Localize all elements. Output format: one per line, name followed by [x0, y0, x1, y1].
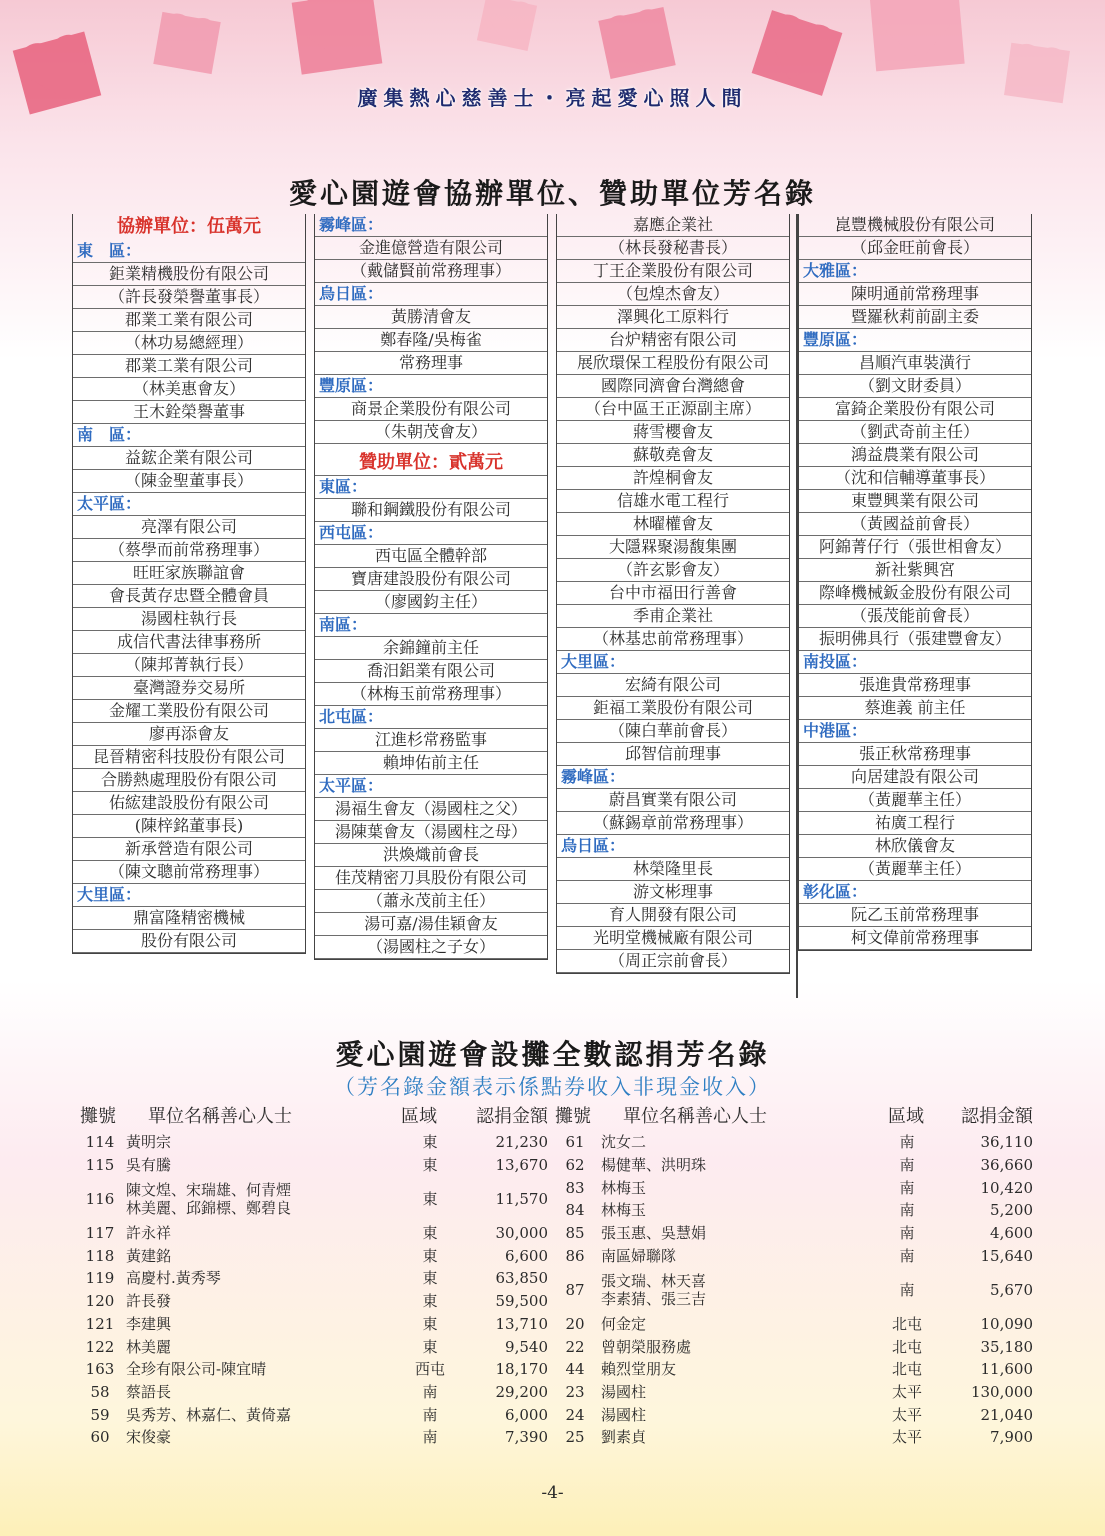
donation-rows: [555, 1131, 1033, 1449]
donation-row: [555, 1358, 1033, 1381]
sponsor-entry: 宏綺有限公司: [557, 674, 789, 697]
amount: 18,170: [495, 1360, 548, 1379]
area: 太平: [891, 1428, 922, 1447]
sponsor-entry: （蘇錫章前常務理事）: [557, 812, 789, 835]
sponsor-entry: 黃勝清會友: [315, 306, 547, 329]
sponsor-column-3: [556, 214, 790, 974]
sponsor-entry: （許玄影會友）: [557, 559, 789, 582]
header-no: 攤號: [80, 1106, 116, 1127]
sponsor-entry: 林榮隆里長: [557, 858, 789, 881]
sponsor-entry: 成信代書法律事務所: [73, 631, 305, 654]
sponsor-entry: （陳邦菁執行長）: [73, 654, 305, 677]
booth-number: 44: [565, 1360, 585, 1379]
sponsor-entry: （陳白華前會長）: [557, 720, 789, 743]
area: 北屯: [891, 1337, 922, 1356]
donor-name: 林梅玉: [601, 1201, 647, 1220]
amount: 11,570: [495, 1190, 548, 1209]
sponsor-entry: 國際同濟會台灣總會: [557, 375, 789, 398]
sponsor-entry: 洪煥熾前會長: [315, 844, 547, 867]
donor-name: 湯國柱: [601, 1405, 647, 1424]
booth-number: 62: [565, 1156, 585, 1175]
donor-name: 張玉惠、吳慧娟: [601, 1224, 707, 1243]
area: 太平: [891, 1405, 922, 1424]
sponsor-entry: 向居建設有限公司: [799, 766, 1031, 789]
sponsor-entry: 郡業工業有限公司: [73, 309, 305, 332]
sponsor-entry: （朱朝茂會友）: [315, 421, 547, 444]
area: 南: [899, 1280, 915, 1299]
area: 東: [422, 1292, 438, 1311]
booth-number: 114: [85, 1133, 115, 1152]
region-label: 烏日區：: [557, 835, 789, 858]
booth-number: 119: [85, 1269, 115, 1288]
amount: 7,390: [505, 1428, 548, 1447]
region-label: 大里區：: [557, 651, 789, 674]
donation-row: [80, 1244, 548, 1267]
donor-name-line: 林美麗、邱錦標、鄭碧良: [126, 1199, 292, 1218]
donation-row: [555, 1244, 1033, 1267]
region-label: 南 區：: [73, 424, 305, 447]
sponsor-entry: 蔣雪櫻會友: [557, 421, 789, 444]
sponsor-entry: 旺旺家族聯誼會: [73, 562, 305, 585]
amount: 15,640: [980, 1246, 1033, 1265]
sponsor-entry: 金耀工業股份有限公司: [73, 700, 305, 723]
booth-number: 61: [565, 1133, 585, 1152]
region-label: 大雅區：: [799, 260, 1031, 283]
amount: 13,670: [495, 1156, 548, 1175]
booth-number: 87: [565, 1280, 585, 1299]
sponsor-entry: 張進貴常務理事: [799, 674, 1031, 697]
donor-name: 宋俊豪: [126, 1428, 172, 1447]
donor-name: 林美麗: [126, 1337, 172, 1356]
amount: 21,040: [980, 1405, 1033, 1424]
sponsor-entry: （劉文財委員）: [799, 375, 1031, 398]
sponsor-entry: 阿錦菁仔行（張世相會友）: [799, 536, 1031, 559]
area: 南: [899, 1224, 915, 1243]
sponsor-entry: 大隱槑聚湯馥集團: [557, 536, 789, 559]
region-label: 南區：: [315, 614, 547, 637]
slogan: 廣集熱心慈善士・亮起愛心照人間: [357, 86, 748, 110]
heart-decoration: [153, 12, 220, 74]
sponsor-entry: 昆晉精密科技股份有限公司: [73, 746, 305, 769]
booth-number: 116: [85, 1190, 115, 1209]
sponsor-entry: 柯文偉前常務理事: [799, 927, 1031, 950]
sponsor-entry: 台炉精密有限公司: [557, 329, 789, 352]
sponsor-entry: 澤興化工原料行: [557, 306, 789, 329]
sponsor-entry: 嘉應企業社: [557, 214, 789, 237]
sponsor-entry: 益鋐企業有限公司: [73, 447, 305, 470]
donor-name: 南區婦聯隊: [601, 1246, 677, 1265]
region-label: 東 區：: [73, 240, 305, 263]
donations-subtitle: （芳名錄金額表示係點券收入非現金收入）: [334, 1075, 771, 1099]
heart-decoration: [292, 0, 383, 75]
donation-row: [80, 1131, 548, 1154]
sponsor-entry: 鉅業精機股份有限公司: [73, 263, 305, 286]
region-label: 北屯區：: [315, 706, 547, 729]
sponsor-entry: 佳茂精密刀具股份有限公司: [315, 867, 547, 890]
booth-number: 84: [565, 1201, 585, 1220]
amount: 13,710: [495, 1314, 548, 1333]
area: 東: [422, 1314, 438, 1333]
sponsor-entry: 游文彬理事: [557, 881, 789, 904]
amount: 5,200: [990, 1201, 1033, 1220]
area: 北屯: [891, 1314, 922, 1333]
sponsor-entry: 鴻益農業有限公司: [799, 444, 1031, 467]
sponsor-entry: （蔡學而前常務理事）: [73, 539, 305, 562]
amount: 10,420: [980, 1178, 1033, 1197]
sponsor-entry: 湯可嘉/湯佳穎會友: [315, 913, 547, 936]
heart-decoration: [598, 7, 675, 79]
booth-number: 163: [85, 1360, 115, 1379]
heart-decoration: [477, 0, 537, 51]
sponsor-entry: 陳明通前常務理事: [799, 283, 1031, 306]
region-label: 彰化區：: [799, 881, 1031, 904]
donation-row: [555, 1313, 1033, 1336]
sponsor-entry: （廖國鈞主任）: [315, 591, 547, 614]
sponsor-entry: 商景企業股份有限公司: [315, 398, 547, 421]
donor-name: 高慶村.黃秀琴: [126, 1269, 221, 1288]
amount: 11,600: [980, 1360, 1033, 1379]
amount: 35,180: [980, 1337, 1033, 1356]
donation-row: [555, 1154, 1033, 1177]
donor-name: 許長發: [126, 1292, 172, 1311]
sponsor-entry: (陳梓銘董事長): [73, 815, 305, 838]
booth-number: 85: [565, 1224, 585, 1243]
sponsor-entry: （戴儲賢前常務理事）: [315, 260, 547, 283]
donation-row: [80, 1222, 548, 1245]
donation-rows: [80, 1131, 548, 1449]
sponsor-entry: 鉅福工業股份有限公司: [557, 697, 789, 720]
sponsor-entry: （林梅玉前常務理事）: [315, 683, 547, 706]
sponsor-entry: （湯國柱之子女）: [315, 936, 547, 959]
sponsor-entry: 丁王企業股份有限公司: [557, 260, 789, 283]
sponsor-column-4: [798, 214, 1032, 951]
donation-row: [555, 1222, 1033, 1245]
sponsor-entry: （邱金旺前會長）: [799, 237, 1031, 260]
donor-name-line: 李素猜、張三吉: [601, 1289, 707, 1308]
area: 南: [422, 1405, 438, 1424]
donation-row: [555, 1381, 1033, 1404]
sponsor-entry: （包煌杰會友）: [557, 283, 789, 306]
donor-name: 賴烈堂朋友: [601, 1360, 677, 1379]
sponsor-entry: 新社紫興宮: [799, 559, 1031, 582]
sponsor-entry: 廖再添會友: [73, 723, 305, 746]
booth-number: 83: [565, 1178, 585, 1197]
sponsor-entry: （許長發榮譽董事長）: [73, 286, 305, 309]
donor-name: 湯國柱: [601, 1382, 647, 1401]
donation-row: [555, 1131, 1033, 1154]
header-amount: 認捐金額: [961, 1106, 1033, 1127]
sponsor-entry: （周正宗前會長）: [557, 950, 789, 973]
sponsor-entry: 郡業工業有限公司: [73, 355, 305, 378]
amount: 130,000: [970, 1382, 1033, 1401]
sponsors-title: 愛心園遊會協辦單位、贊助單位芳名錄: [288, 177, 816, 210]
sponsor-entry: 西屯區全體幹部: [315, 545, 547, 568]
area: 東: [422, 1246, 438, 1265]
amount: 63,850: [495, 1269, 548, 1288]
booth-number: 59: [90, 1405, 110, 1424]
booth-number: 120: [85, 1292, 115, 1311]
sponsor-entry: 台中市福田行善會: [557, 582, 789, 605]
donation-row: [80, 1176, 548, 1221]
sponsor-entry: 東豐興業有限公司: [799, 490, 1031, 513]
sponsor-entry: （陳文聰前常務理事）: [73, 861, 305, 884]
sponsor-entry: 邱智信前理事: [557, 743, 789, 766]
area: 太平: [891, 1382, 922, 1401]
header-area: 區域: [401, 1106, 437, 1127]
donor-name: 許永祥: [126, 1224, 172, 1243]
sponsor-entry: （陳金聖董事長）: [73, 470, 305, 493]
donor-name: 李建興: [126, 1314, 172, 1333]
amount: 9,540: [505, 1337, 548, 1356]
booth-number: 118: [85, 1246, 115, 1265]
area: 東: [422, 1156, 438, 1175]
column-heading: 協辦單位：伍萬元: [117, 216, 261, 237]
amount: 10,090: [980, 1314, 1033, 1333]
donation-row: [555, 1426, 1033, 1449]
sponsor-entry: 合勝熱處理股份有限公司: [73, 769, 305, 792]
header-name: 單位名稱善心人士: [623, 1106, 767, 1127]
sponsor-entry: 際峰機械鈑金股份有限公司: [799, 582, 1031, 605]
area: 東: [422, 1190, 438, 1209]
area: 南: [899, 1201, 915, 1220]
region-label: 中港區：: [799, 720, 1031, 743]
sponsor-entry: （蕭永茂前主任）: [315, 890, 547, 913]
donation-row: [555, 1267, 1033, 1312]
sponsor-entry: 金進億營造有限公司: [315, 237, 547, 260]
column-heading: 贊助單位：貳萬元: [315, 450, 547, 476]
booth-number: 58: [90, 1382, 110, 1401]
sponsor-entry: 蔚昌實業有限公司: [557, 789, 789, 812]
donation-row: [555, 1403, 1033, 1426]
amount: 5,670: [990, 1280, 1033, 1299]
region-label: 東區：: [315, 476, 547, 499]
region-label: 太平區：: [73, 493, 305, 516]
region-label: 大里區：: [73, 884, 305, 907]
amount: 36,110: [980, 1133, 1033, 1152]
sponsor-entry: 賴坤佑前主任: [315, 752, 547, 775]
sponsor-entry: 新承營造有限公司: [73, 838, 305, 861]
sponsor-entry: 喬汨鋁業有限公司: [315, 660, 547, 683]
booth-number: 24: [565, 1405, 585, 1424]
sponsor-entry: （劉武奇前主任）: [799, 421, 1031, 444]
area: 東: [422, 1133, 438, 1152]
sponsor-entry: 展欣環保工程股份有限公司: [557, 352, 789, 375]
header-banner: [0, 0, 1105, 160]
donation-row: [80, 1335, 548, 1358]
donation-row: [80, 1154, 548, 1177]
donation-row: [80, 1403, 548, 1426]
region-label: 太平區：: [315, 775, 547, 798]
donations-table-right: [555, 1103, 1033, 1449]
region-label: 南投區：: [799, 651, 1031, 674]
donor-name: 黃建銘: [126, 1246, 172, 1265]
header-area: 區域: [888, 1106, 924, 1127]
area: 東: [422, 1269, 438, 1288]
sponsor-entry: （林功易總經理）: [73, 332, 305, 355]
donation-row: [80, 1426, 548, 1449]
donation-row: [80, 1381, 548, 1404]
sponsor-entry: 寶唐建設股份有限公司: [315, 568, 547, 591]
donation-row: [555, 1335, 1033, 1358]
donation-row: [80, 1358, 548, 1381]
booth-number: 60: [90, 1428, 110, 1447]
donation-row: [80, 1290, 548, 1313]
sponsor-entry: 余錦鐘前主任: [315, 637, 547, 660]
sponsor-column-1: [72, 214, 306, 954]
sponsor-entry: （林基忠前常務理事）: [557, 628, 789, 651]
sponsor-entry: 信雄水電工程行: [557, 490, 789, 513]
sponsor-entry: （張茂能前會長）: [799, 605, 1031, 628]
area: 南: [899, 1156, 915, 1175]
donor-name: 林梅玉: [601, 1178, 647, 1197]
header-no: 攤號: [555, 1106, 591, 1127]
sponsor-entry: 聯和鋼鐵股份有限公司: [315, 499, 547, 522]
donor-name: 吳秀芳、林嘉仁、黃倚嘉: [126, 1405, 292, 1424]
sponsor-entry: （林長發秘書長）: [557, 237, 789, 260]
donor-name: 劉素貞: [601, 1428, 647, 1447]
sponsor-entry: 常務理事: [315, 352, 547, 375]
amount: 21,230: [495, 1133, 548, 1152]
column-divider: [796, 214, 798, 998]
region-label: 霧峰區：: [315, 214, 547, 237]
booth-number: 20: [565, 1314, 585, 1333]
area: 南: [422, 1382, 438, 1401]
sponsor-entry: 育人開發有限公司: [557, 904, 789, 927]
sponsor-entry: 鼎富隆精密機械: [73, 907, 305, 930]
booth-number: 22: [565, 1337, 585, 1356]
donor-name: 曾朝榮服務處: [601, 1337, 692, 1356]
amount: 7,900: [990, 1428, 1033, 1447]
donation-row: [555, 1199, 1033, 1222]
area: 南: [899, 1246, 915, 1265]
sponsor-entry: （林美惠會友）: [73, 378, 305, 401]
area: 南: [899, 1178, 915, 1197]
sponsor-entry: （黃國益前會長）: [799, 513, 1031, 536]
booth-number: 86: [565, 1246, 585, 1265]
area: 西屯: [414, 1360, 445, 1379]
area: 南: [899, 1133, 915, 1152]
sponsor-entry: 季甫企業社: [557, 605, 789, 628]
sponsor-entry: 湯國柱執行長: [73, 608, 305, 631]
donor-name: [595, 1272, 857, 1308]
table-header: [555, 1103, 1033, 1131]
amount: 29,200: [495, 1382, 548, 1401]
sponsor-entry: 王木銓榮譽董事: [73, 401, 305, 424]
sponsor-entry: （黃麗華主任）: [799, 858, 1031, 881]
area: 東: [422, 1337, 438, 1356]
donor-name: 沈女二: [601, 1133, 647, 1152]
region-label: 西屯區：: [315, 522, 547, 545]
booth-number: 121: [85, 1314, 115, 1333]
donations-table-left: [80, 1103, 548, 1449]
amount: 36,660: [980, 1156, 1033, 1175]
sponsor-entry: 湯福生會友（湯國柱之父）: [315, 798, 547, 821]
amount: 4,600: [990, 1224, 1033, 1243]
donor-name: [120, 1181, 370, 1217]
area: 南: [422, 1428, 438, 1447]
booth-number: 25: [565, 1428, 585, 1447]
booth-number: 115: [85, 1156, 115, 1175]
donor-name: 楊健華、洪明珠: [601, 1156, 707, 1175]
sponsor-entry: 光明堂機械廠有限公司: [557, 927, 789, 950]
sponsor-entry: 江進杉常務監事: [315, 729, 547, 752]
region-label: 豐原區：: [799, 329, 1031, 352]
page-number: -4-: [541, 1483, 564, 1503]
sponsor-entry: 富錡企業股份有限公司: [799, 398, 1031, 421]
booth-number: 122: [85, 1337, 115, 1356]
sponsor-entry: 臺灣證券交易所: [73, 677, 305, 700]
sponsor-entry: 股份有限公司: [73, 930, 305, 953]
donation-row: [80, 1267, 548, 1290]
amount: 59,500: [495, 1292, 548, 1311]
donation-row: [555, 1176, 1033, 1199]
booth-number: 23: [565, 1382, 585, 1401]
sponsor-entry: 蔡進義 前主任: [799, 697, 1031, 720]
sponsor-entry: 祐廣工程行: [799, 812, 1031, 835]
sponsor-column-2: [314, 214, 548, 960]
donor-name: 蔡語長: [126, 1382, 172, 1401]
sponsor-entry: 亮澤有限公司: [73, 516, 305, 539]
sponsor-entry: 許煌桐會友: [557, 467, 789, 490]
donor-name: 何金定: [601, 1314, 647, 1333]
sponsor-entry: 崑豐機械股份有限公司: [799, 214, 1031, 237]
donor-name: 全珍有限公司-陳宜晴: [126, 1360, 267, 1379]
header-amount: 認捐金額: [476, 1106, 548, 1127]
region-label: 豐原區：: [315, 375, 547, 398]
sponsor-entry: 佑綋建設股份有限公司: [73, 792, 305, 815]
sponsor-entry: 湯陳葉會友（湯國柱之母）: [315, 821, 547, 844]
sponsor-entry: 鄭春隆/吳梅雀: [315, 329, 547, 352]
sponsor-entry: （黃麗華主任）: [799, 789, 1031, 812]
booth-number: 117: [85, 1224, 115, 1243]
amount: 6,000: [505, 1405, 548, 1424]
area: 東: [422, 1224, 438, 1243]
table-header: [80, 1103, 548, 1131]
region-label: 霧峰區：: [557, 766, 789, 789]
sponsor-entry: 林欣儀會友: [799, 835, 1031, 858]
donor-name-line: 張文瑞、林天喜: [601, 1271, 707, 1290]
sponsor-entry: 蘇敬堯會友: [557, 444, 789, 467]
heart-decoration: [869, 0, 964, 71]
donor-name: 吳有騰: [126, 1156, 172, 1175]
sponsor-entry: 振明佛具行（張建豐會友）: [799, 628, 1031, 651]
amount: 6,600: [505, 1246, 548, 1265]
sponsor-entry: 林曜權會友: [557, 513, 789, 536]
sponsor-entry: 阮乙玉前常務理事: [799, 904, 1031, 927]
donations-title: 愛心園遊會設攤全數認捐芳名錄: [335, 1038, 770, 1071]
donor-name-line: 陳文煌、宋瑞雄、何青煙: [126, 1181, 292, 1200]
sponsor-entry: 會長黃存忠暨全體會員: [73, 585, 305, 608]
sponsor-entry: 暨羅秋莉前副主委: [799, 306, 1031, 329]
sponsor-entry: 昌順汽車裝潢行: [799, 352, 1031, 375]
donor-name: 黃明宗: [126, 1133, 172, 1152]
region-label: 烏日區：: [315, 283, 547, 306]
header-name: 單位名稱善心人士: [148, 1106, 292, 1127]
donation-row: [80, 1313, 548, 1336]
area: 北屯: [891, 1360, 922, 1379]
sponsor-entry: 張正秋常務理事: [799, 743, 1031, 766]
sponsor-entry: （沈和信輔導董事長）: [799, 467, 1031, 490]
sponsor-entry: （台中區王正源副主席）: [557, 398, 789, 421]
amount: 30,000: [495, 1224, 548, 1243]
